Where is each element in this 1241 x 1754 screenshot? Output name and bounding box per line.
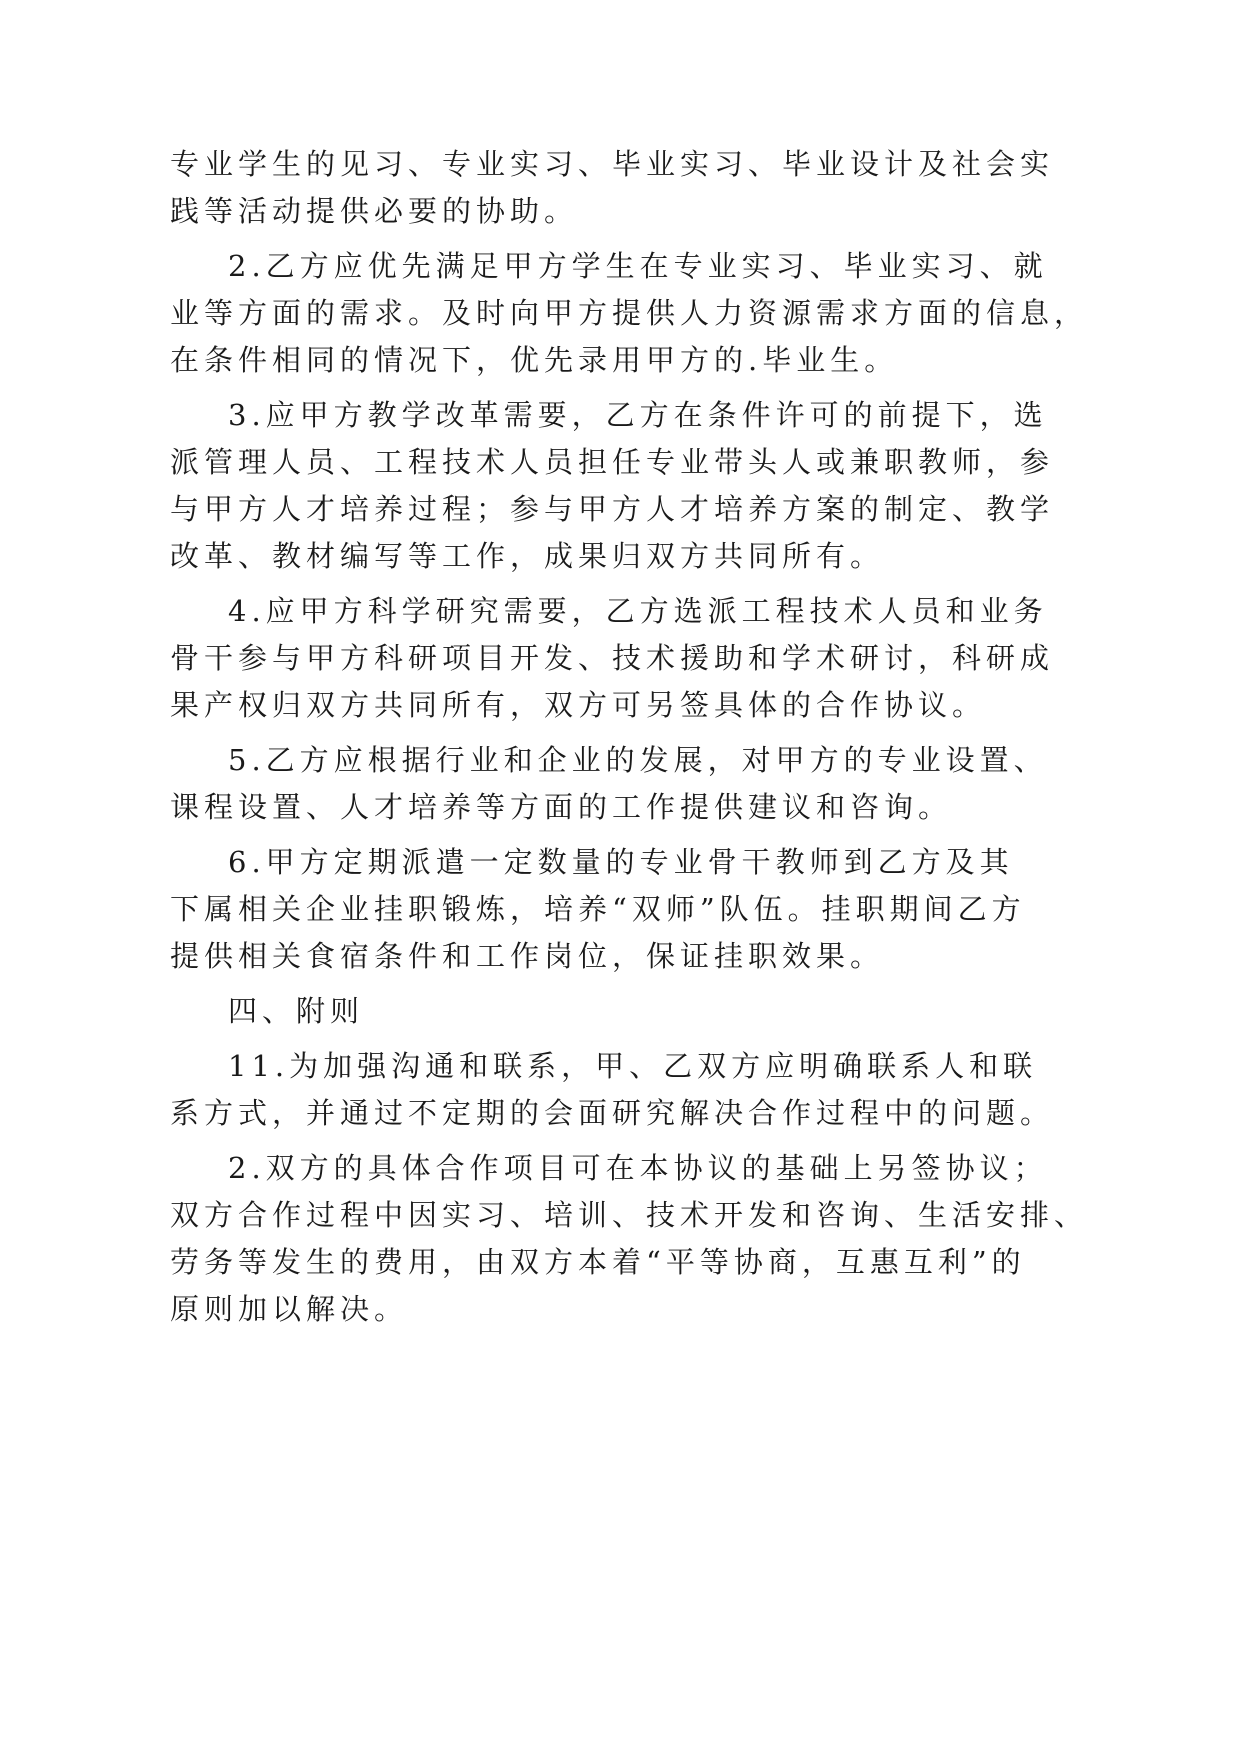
text-line: 11.为加强沟通和联系，甲、乙双方应明确联系人和联 — [228, 1049, 1038, 1083]
text-line: 5.乙方应根据行业和企业的发展，对甲方的专业设置、 — [228, 743, 1048, 777]
text-line: 2.双方的具体合作项目可在本协议的基础上另签协议； — [228, 1151, 1048, 1185]
text-line: 劳务等发生的费用，由双方本着“平等协商，互惠互利”的 — [170, 1245, 1026, 1279]
text-line: 派管理人员、工程技术人员担任专业带头人或兼职教师，参 — [170, 445, 1055, 479]
text-line: 改革、教材编写等工作，成果归双方共同所有。 — [170, 539, 885, 573]
paragraph-clause-4 — [170, 588, 1055, 729]
document-body — [170, 141, 1089, 1341]
paragraph-clause-6 — [170, 839, 1026, 980]
text-line: 6.甲方定期派遣一定数量的专业骨干教师到乙方及其 — [228, 845, 1014, 879]
section-heading-appendix — [170, 988, 970, 1035]
paragraph-clause-3 — [170, 392, 1055, 580]
text-line: 在条件相同的情况下，优先录用甲方的.毕业生。 — [170, 343, 899, 377]
paragraph-clause-2 — [170, 243, 1089, 384]
text-line: 系方式，并通过不定期的会面研究解决合作过程中的问题。 — [170, 1096, 1055, 1130]
paragraph-continuation — [170, 141, 1055, 235]
section-heading: 四、附则 — [228, 994, 365, 1028]
text-line: 原则加以解决。 — [170, 1292, 409, 1326]
paragraph-appendix-2 — [170, 1145, 1089, 1333]
text-line: 与甲方人才培养过程；参与甲方人才培养方案的制定、教学 — [170, 492, 1055, 526]
text-line: 果产权归双方共同所有，双方可另签具体的合作协议。 — [170, 688, 987, 722]
text-line: 课程设置、人才培养等方面的工作提供建议和咨询。 — [170, 790, 953, 824]
paragraph-clause-5 — [170, 737, 1048, 831]
text-line: 骨干参与甲方科研项目开发、技术援助和学术研讨，科研成 — [170, 641, 1055, 675]
text-line: 4.应甲方科学研究需要，乙方选派工程技术人员和业务 — [228, 594, 1048, 628]
text-line: 践等活动提供必要的协助。 — [170, 194, 579, 228]
text-line: 3.应甲方教学改革需要，乙方在条件许可的前提下，选 — [228, 398, 1048, 432]
text-line: 提供相关食宿条件和工作岗位，保证挂职效果。 — [170, 939, 885, 973]
text-line: 双方合作过程中因实习、培训、技术开发和咨询、生活安排、 — [170, 1198, 1089, 1232]
text-line: 下属相关企业挂职锻炼，培养“双师”队伍。挂职期间乙方 — [170, 892, 1026, 926]
text-line: 专业学生的见习、专业实习、毕业实习、毕业设计及社会实 — [170, 147, 1055, 181]
text-line: 2.乙方应优先满足甲方学生在专业实习、毕业实习、就 — [228, 249, 1048, 283]
paragraph-appendix-1 — [170, 1043, 1055, 1137]
text-line: 业等方面的需求。及时向甲方提供人力资源需求方面的信息， — [170, 296, 1089, 330]
